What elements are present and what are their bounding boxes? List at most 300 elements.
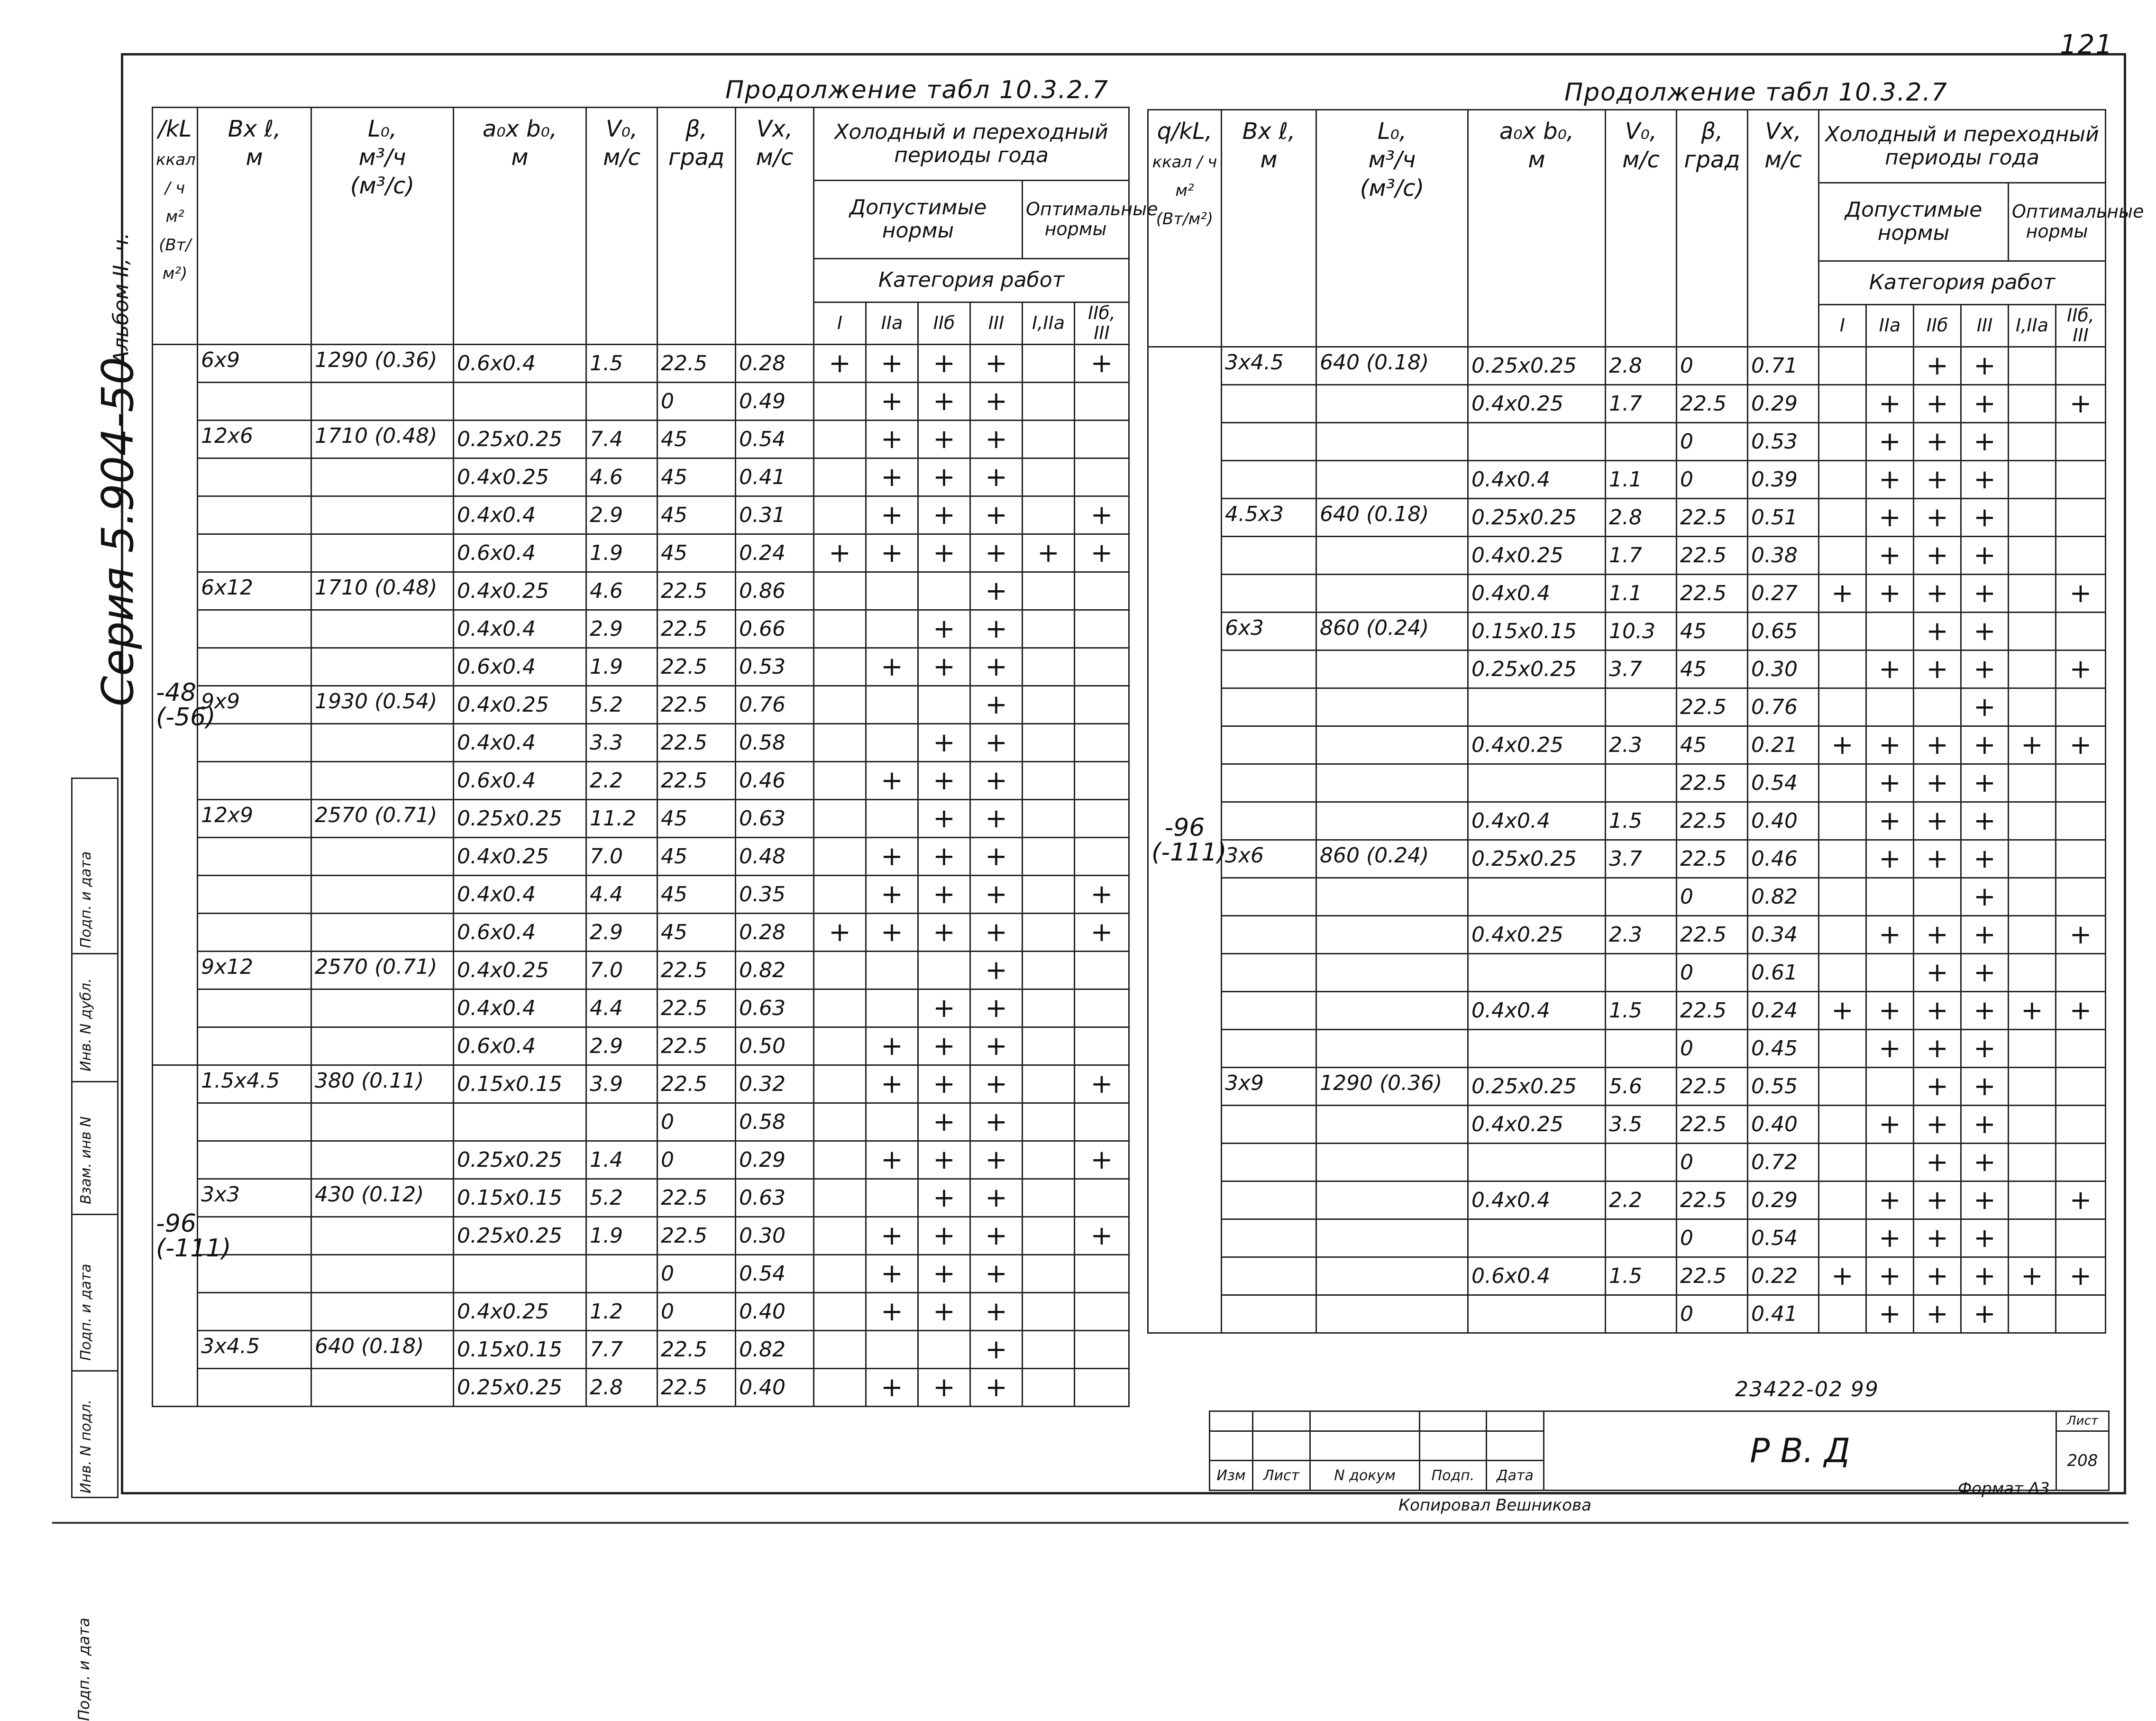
right-mark-cat-1: + bbox=[1819, 575, 1866, 613]
left-cell-b bbox=[198, 876, 311, 914]
left-mark-cat-3: + bbox=[918, 989, 970, 1027]
left-mark-cat-4: + bbox=[970, 1027, 1023, 1065]
right-mark-cat-4: + bbox=[1961, 1181, 2009, 1219]
left-cell-a: 0.4х0.25 bbox=[454, 458, 586, 496]
left-mark-cat-6 bbox=[1075, 724, 1129, 762]
stamp-col-sign: Подп. bbox=[1420, 1461, 1487, 1491]
left-table-row bbox=[153, 458, 1129, 496]
right-mark-cat-2: + bbox=[1866, 1181, 1914, 1219]
right-cell-b bbox=[1222, 461, 1316, 499]
left-cell-beta: 45 bbox=[658, 458, 736, 496]
left-cell-l: 430 (0.12) bbox=[311, 1179, 454, 1217]
left-mark-cat-1 bbox=[814, 383, 866, 421]
left-cat-1: I bbox=[814, 302, 866, 345]
right-cat-3: IIб bbox=[1914, 305, 1961, 347]
right-mark-cat-4: + bbox=[1961, 1144, 2009, 1181]
right-mark-cat-2: + bbox=[1866, 537, 1914, 575]
right-mark-cat-2: + bbox=[1866, 423, 1914, 461]
right-mark-cat-3 bbox=[1914, 688, 1961, 726]
right-mark-cat-5 bbox=[2009, 802, 2056, 840]
left-cell-a bbox=[454, 1255, 586, 1293]
left-mark-cat-3: + bbox=[918, 1179, 970, 1217]
left-cell-l bbox=[311, 383, 454, 421]
right-head-optimal: Оптимальные нормы bbox=[2009, 183, 2106, 261]
left-cell-l: 640 (0.18) bbox=[311, 1331, 454, 1369]
left-mark-cat-1: + bbox=[814, 345, 866, 383]
right-mark-cat-4: + bbox=[1961, 802, 2009, 840]
left-mark-cat-5 bbox=[1023, 421, 1075, 458]
right-mark-cat-2 bbox=[1866, 1068, 1914, 1106]
right-cell-a bbox=[1468, 1030, 1606, 1068]
right-head-a: a₀х b₀, м bbox=[1468, 110, 1606, 347]
left-mark-cat-2: + bbox=[866, 876, 918, 914]
left-mark-cat-2: + bbox=[866, 1065, 918, 1103]
right-cell-v0 bbox=[1606, 423, 1677, 461]
right-cell-b bbox=[1222, 1181, 1316, 1219]
right-table-row bbox=[1148, 1144, 2106, 1181]
left-cell-b bbox=[198, 648, 311, 686]
right-mark-cat-1 bbox=[1819, 1295, 1866, 1333]
right-mark-cat-4: + bbox=[1961, 1219, 2009, 1257]
right-mark-cat-3: + bbox=[1914, 726, 1961, 764]
left-mark-cat-1 bbox=[814, 572, 866, 610]
right-mark-cat-2: + bbox=[1866, 1219, 1914, 1257]
left-mark-cat-1: + bbox=[814, 534, 866, 572]
right-mark-cat-3: + bbox=[1914, 1257, 1961, 1295]
left-q-value-si: (-111) bbox=[156, 1234, 231, 1263]
left-cell-vx: 0.63 bbox=[736, 1179, 814, 1217]
right-cell-vx: 0.34 bbox=[1748, 916, 1819, 954]
left-mark-cat-5 bbox=[1023, 1217, 1075, 1255]
left-mark-cat-3: + bbox=[918, 876, 970, 914]
right-cell-l bbox=[1316, 1106, 1468, 1144]
left-cat-3: IIб bbox=[918, 302, 970, 345]
left-cell-b: 9х12 bbox=[198, 952, 311, 989]
right-mark-cat-4: + bbox=[1961, 347, 2009, 385]
right-cell-b: 4.5х3 bbox=[1222, 499, 1316, 537]
right-mark-cat-4: + bbox=[1961, 385, 2009, 423]
left-mark-cat-4: + bbox=[970, 610, 1023, 648]
left-cell-a: 0.6х0.4 bbox=[454, 345, 586, 383]
left-cell-vx: 0.58 bbox=[736, 724, 814, 762]
left-mark-cat-5 bbox=[1023, 1141, 1075, 1179]
right-cell-vx: 0.40 bbox=[1748, 1106, 1819, 1144]
left-mark-cat-1 bbox=[814, 1255, 866, 1293]
left-mark-cat-3: + bbox=[918, 383, 970, 421]
right-cell-v0 bbox=[1606, 1219, 1677, 1257]
right-table-row bbox=[1148, 1257, 2106, 1295]
left-cell-a: 0.4х0.25 bbox=[454, 952, 586, 989]
left-mark-cat-3: + bbox=[918, 458, 970, 496]
left-cell-l bbox=[311, 1369, 454, 1407]
right-mark-cat-6: + bbox=[2056, 1257, 2106, 1295]
right-cell-a bbox=[1468, 1219, 1606, 1257]
left-cell-a: 0.4х0.4 bbox=[454, 724, 586, 762]
left-cell-beta: 45 bbox=[658, 876, 736, 914]
left-head-optimal: Оптимальные нормы bbox=[1023, 181, 1129, 258]
right-cell-b bbox=[1222, 1144, 1316, 1181]
series-label: Серия 5.904-50 bbox=[92, 357, 143, 706]
left-mark-cat-2: + bbox=[866, 648, 918, 686]
left-cell-a: 0.25х0.25 bbox=[454, 1141, 586, 1179]
right-cell-beta: 0 bbox=[1677, 423, 1748, 461]
left-mark-cat-5 bbox=[1023, 1293, 1075, 1331]
right-mark-cat-4: + bbox=[1961, 650, 2009, 688]
right-table bbox=[1147, 109, 2144, 1334]
left-mark-cat-4: + bbox=[970, 458, 1023, 496]
left-cell-l bbox=[311, 1027, 454, 1065]
left-cell-beta: 0 bbox=[658, 1103, 736, 1141]
left-mark-cat-3: + bbox=[918, 534, 970, 572]
left-head-q: /kL ккал / ч м² (Вт/м²) bbox=[153, 108, 198, 345]
left-mark-cat-6 bbox=[1075, 1255, 1129, 1293]
left-table-row bbox=[153, 345, 1129, 383]
left-mark-cat-1 bbox=[814, 1369, 866, 1407]
right-cell-v0: 1.1 bbox=[1606, 575, 1677, 613]
right-cell-b bbox=[1222, 916, 1316, 954]
side-label-orig: Инв. N подл. bbox=[78, 1399, 94, 1493]
right-cell-l bbox=[1316, 461, 1468, 499]
right-cell-a: 0.4х0.4 bbox=[1468, 575, 1606, 613]
right-mark-cat-6 bbox=[2056, 461, 2106, 499]
left-cell-beta: 45 bbox=[658, 914, 736, 952]
right-cell-b bbox=[1222, 575, 1316, 613]
left-mark-cat-2: + bbox=[866, 534, 918, 572]
right-mark-cat-3: + bbox=[1914, 1295, 1961, 1333]
right-cell-v0: 1.7 bbox=[1606, 537, 1677, 575]
left-mark-cat-3 bbox=[918, 952, 970, 989]
left-table-row bbox=[153, 989, 1129, 1027]
left-cell-v0: 1.2 bbox=[586, 1293, 658, 1331]
left-table-row bbox=[153, 1027, 1129, 1065]
right-q-value: -96 bbox=[1164, 813, 1205, 842]
left-mark-cat-4: + bbox=[970, 762, 1023, 800]
right-mark-cat-1 bbox=[1819, 650, 1866, 688]
right-cell-vx: 0.29 bbox=[1748, 385, 1819, 423]
left-cell-b: 12х6 bbox=[198, 421, 311, 458]
right-mark-cat-6 bbox=[2056, 1295, 2106, 1333]
left-table-row bbox=[153, 648, 1129, 686]
right-mark-cat-1 bbox=[1819, 1106, 1866, 1144]
left-mark-cat-2: + bbox=[866, 1255, 918, 1293]
right-cell-a bbox=[1468, 423, 1606, 461]
right-table-row bbox=[1148, 688, 2106, 726]
right-cell-v0: 2.8 bbox=[1606, 499, 1677, 537]
right-mark-cat-5 bbox=[2009, 1106, 2056, 1144]
right-mark-cat-1 bbox=[1819, 385, 1866, 423]
left-mark-cat-4: + bbox=[970, 534, 1023, 572]
left-mark-cat-1 bbox=[814, 724, 866, 762]
right-cell-l: 860 (0.24) bbox=[1316, 840, 1468, 878]
stamp-col-sheet: Лист bbox=[1253, 1461, 1310, 1491]
left-table-row bbox=[153, 762, 1129, 800]
left-mark-cat-6 bbox=[1075, 572, 1129, 610]
right-mark-cat-5 bbox=[2009, 385, 2056, 423]
left-mark-cat-5 bbox=[1023, 724, 1075, 762]
right-cell-a: 0.4х0.4 bbox=[1468, 1181, 1606, 1219]
right-cell-a bbox=[1468, 688, 1606, 726]
left-cell-b bbox=[198, 838, 311, 876]
left-mark-cat-2 bbox=[866, 1103, 918, 1141]
left-cell-l: 380 (0.11) bbox=[311, 1065, 454, 1103]
right-mark-cat-2: + bbox=[1866, 840, 1914, 878]
left-mark-cat-6 bbox=[1075, 800, 1129, 838]
right-mark-cat-2: + bbox=[1866, 385, 1914, 423]
left-mark-cat-6: + bbox=[1075, 1141, 1129, 1179]
stamp-col-change: Изм bbox=[1210, 1461, 1253, 1491]
left-mark-cat-4: + bbox=[970, 383, 1023, 421]
right-cell-a bbox=[1468, 1144, 1606, 1181]
right-cell-beta: 0 bbox=[1677, 878, 1748, 916]
right-mark-cat-4: + bbox=[1961, 916, 2009, 954]
right-cell-vx: 0.71 bbox=[1748, 347, 1819, 385]
left-cell-a: 0.4х0.25 bbox=[454, 838, 586, 876]
left-mark-cat-1 bbox=[814, 648, 866, 686]
left-cell-v0: 5.2 bbox=[586, 686, 658, 724]
left-mark-cat-3: + bbox=[918, 345, 970, 383]
left-cell-v0: 7.0 bbox=[586, 952, 658, 989]
left-mark-cat-3: + bbox=[918, 648, 970, 686]
left-cell-b bbox=[198, 762, 311, 800]
left-cell-vx: 0.35 bbox=[736, 876, 814, 914]
left-mark-cat-4: + bbox=[970, 1217, 1023, 1255]
left-cell-beta: 0 bbox=[658, 1255, 736, 1293]
right-mark-cat-3 bbox=[1914, 878, 1961, 916]
left-mark-cat-6: + bbox=[1075, 496, 1129, 534]
right-mark-cat-6 bbox=[2056, 954, 2106, 992]
right-cell-beta: 45 bbox=[1677, 726, 1748, 764]
left-cell-a: 0.25х0.25 bbox=[454, 800, 586, 838]
left-mark-cat-3: + bbox=[918, 1103, 970, 1141]
right-cell-vx: 0.54 bbox=[1748, 764, 1819, 802]
left-mark-cat-3: + bbox=[918, 496, 970, 534]
right-mark-cat-4: + bbox=[1961, 613, 2009, 650]
left-cell-l: 1290 (0.36) bbox=[311, 345, 454, 383]
left-cell-l bbox=[311, 762, 454, 800]
right-cell-b: 6х3 bbox=[1222, 613, 1316, 650]
right-cell-v0: 1.7 bbox=[1606, 385, 1677, 423]
right-cell-l bbox=[1316, 726, 1468, 764]
left-cell-v0: 3.9 bbox=[586, 1065, 658, 1103]
right-cell-a: 0.4х0.4 bbox=[1468, 802, 1606, 840]
left-mark-cat-3: + bbox=[918, 838, 970, 876]
left-cell-vx: 0.54 bbox=[736, 1255, 814, 1293]
left-cell-vx: 0.82 bbox=[736, 952, 814, 989]
right-cell-beta: 22.5 bbox=[1677, 1181, 1748, 1219]
right-mark-cat-5 bbox=[2009, 499, 2056, 537]
right-cell-beta: 0 bbox=[1677, 461, 1748, 499]
right-mark-cat-5 bbox=[2009, 575, 2056, 613]
right-table-row bbox=[1148, 954, 2106, 992]
left-cell-b bbox=[198, 989, 311, 1027]
right-cell-v0: 1.5 bbox=[1606, 992, 1677, 1030]
right-mark-cat-6 bbox=[2056, 1030, 2106, 1068]
left-cell-vx: 0.53 bbox=[736, 648, 814, 686]
left-mark-cat-1 bbox=[814, 1065, 866, 1103]
left-cell-a: 0.6х0.4 bbox=[454, 1027, 586, 1065]
right-mark-cat-4: + bbox=[1961, 1030, 2009, 1068]
left-mark-cat-2 bbox=[866, 610, 918, 648]
right-mark-cat-3: + bbox=[1914, 461, 1961, 499]
right-mark-cat-3: + bbox=[1914, 764, 1961, 802]
left-cell-beta: 22.5 bbox=[658, 1027, 736, 1065]
right-mark-cat-3: + bbox=[1914, 1106, 1961, 1144]
left-cell-vx: 0.66 bbox=[736, 610, 814, 648]
right-cell-l: 1290 (0.36) bbox=[1316, 1068, 1468, 1106]
left-cell-l bbox=[311, 534, 454, 572]
left-cell-b: 6х9 bbox=[198, 345, 311, 383]
left-cell-a: 0.25х0.25 bbox=[454, 421, 586, 458]
right-cell-b bbox=[1222, 688, 1316, 726]
right-table-row bbox=[1148, 575, 2106, 613]
right-mark-cat-4: + bbox=[1961, 1106, 2009, 1144]
left-mark-cat-4: + bbox=[970, 914, 1023, 952]
left-cell-a bbox=[454, 383, 586, 421]
right-cell-a bbox=[1468, 878, 1606, 916]
left-cell-v0: 2.9 bbox=[586, 914, 658, 952]
right-mark-cat-6: + bbox=[2056, 1181, 2106, 1219]
right-mark-cat-3: + bbox=[1914, 499, 1961, 537]
left-cell-v0: 5.2 bbox=[586, 1179, 658, 1217]
right-head-q: q/kL, ккал / ч м² (Вт/м²) bbox=[1148, 110, 1222, 347]
left-cell-b bbox=[198, 1293, 311, 1331]
right-mark-cat-1 bbox=[1819, 840, 1866, 878]
left-mark-cat-6 bbox=[1075, 1179, 1129, 1217]
right-cell-v0: 1.5 bbox=[1606, 1257, 1677, 1295]
left-table-row bbox=[153, 1369, 1129, 1407]
left-cell-l bbox=[311, 1217, 454, 1255]
right-cell-v0: 3.7 bbox=[1606, 650, 1677, 688]
right-mark-cat-2 bbox=[1866, 954, 1914, 992]
right-mark-cat-5 bbox=[2009, 347, 2056, 385]
left-cell-l bbox=[311, 1141, 454, 1179]
right-cell-b bbox=[1222, 423, 1316, 461]
right-mark-cat-5 bbox=[2009, 878, 2056, 916]
left-mark-cat-5 bbox=[1023, 952, 1075, 989]
right-cell-beta: 22.5 bbox=[1677, 385, 1748, 423]
left-cell-v0: 4.6 bbox=[586, 458, 658, 496]
right-mark-cat-2: + bbox=[1866, 726, 1914, 764]
right-cell-b: 3х9 bbox=[1222, 1068, 1316, 1106]
left-cell-v0: 4.6 bbox=[586, 572, 658, 610]
right-cell-vx: 0.21 bbox=[1748, 726, 1819, 764]
left-mark-cat-4: + bbox=[970, 724, 1023, 762]
right-cat-2: IIа bbox=[1866, 305, 1914, 347]
left-mark-cat-2: + bbox=[866, 1293, 918, 1331]
right-table-row bbox=[1148, 992, 2106, 1030]
right-cell-l bbox=[1316, 385, 1468, 423]
left-cell-l bbox=[311, 1255, 454, 1293]
right-table-row bbox=[1148, 916, 2106, 954]
left-cell-a: 0.4х0.25 bbox=[454, 1293, 586, 1331]
right-cat-5: I,IIа bbox=[2009, 305, 2056, 347]
right-cell-vx: 0.41 bbox=[1748, 1295, 1819, 1333]
right-cell-vx: 0.39 bbox=[1748, 461, 1819, 499]
left-mark-cat-6 bbox=[1075, 421, 1129, 458]
left-cell-a: 0.15х0.15 bbox=[454, 1065, 586, 1103]
left-head-b: Bх ℓ, м bbox=[198, 108, 311, 345]
right-cell-b bbox=[1222, 650, 1316, 688]
left-cell-a: 0.15х0.15 bbox=[454, 1331, 586, 1369]
left-cell-vx: 0.48 bbox=[736, 838, 814, 876]
right-mark-cat-1 bbox=[1819, 537, 1866, 575]
left-mark-cat-4: + bbox=[970, 1103, 1023, 1141]
right-table-row bbox=[1148, 347, 2106, 385]
left-cell-vx: 0.24 bbox=[736, 534, 814, 572]
left-mark-cat-4: + bbox=[970, 648, 1023, 686]
left-cell-b: 9х9 bbox=[198, 686, 311, 724]
right-cell-beta: 22.5 bbox=[1677, 1257, 1748, 1295]
left-cell-beta: 45 bbox=[658, 496, 736, 534]
left-cell-vx: 0.32 bbox=[736, 1065, 814, 1103]
right-mark-cat-2 bbox=[1866, 347, 1914, 385]
left-mark-cat-5 bbox=[1023, 496, 1075, 534]
right-cell-vx: 0.72 bbox=[1748, 1144, 1819, 1181]
right-table-row bbox=[1148, 1219, 2106, 1257]
left-mark-cat-2 bbox=[866, 724, 918, 762]
sheet-label: Лист bbox=[2056, 1411, 2109, 1431]
right-cell-v0: 1.1 bbox=[1606, 461, 1677, 499]
left-mark-cat-3: + bbox=[918, 1065, 970, 1103]
right-mark-cat-5 bbox=[2009, 650, 2056, 688]
right-table-row bbox=[1148, 878, 2106, 916]
left-mark-cat-6: + bbox=[1075, 1065, 1129, 1103]
right-table-row bbox=[1148, 650, 2106, 688]
left-cell-b bbox=[198, 1141, 311, 1179]
left-mark-cat-1 bbox=[814, 1103, 866, 1141]
left-mark-cat-3: + bbox=[918, 1141, 970, 1179]
left-mark-cat-1 bbox=[814, 610, 866, 648]
right-mark-cat-5 bbox=[2009, 1068, 2056, 1106]
right-mark-cat-4: + bbox=[1961, 992, 2009, 1030]
left-cell-beta: 22.5 bbox=[658, 1179, 736, 1217]
right-mark-cat-5 bbox=[2009, 764, 2056, 802]
left-mark-cat-5 bbox=[1023, 1027, 1075, 1065]
page-number: 121 bbox=[2060, 29, 2113, 60]
left-cell-beta: 22.5 bbox=[658, 686, 736, 724]
left-mark-cat-1 bbox=[814, 458, 866, 496]
left-mark-cat-5 bbox=[1023, 1331, 1075, 1369]
right-mark-cat-1: + bbox=[1819, 992, 1866, 1030]
right-mark-cat-5 bbox=[2009, 461, 2056, 499]
right-cell-vx: 0.22 bbox=[1748, 1257, 1819, 1295]
left-cell-vx: 0.40 bbox=[736, 1369, 814, 1407]
right-cell-vx: 0.45 bbox=[1748, 1030, 1819, 1068]
right-mark-cat-2 bbox=[1866, 1144, 1914, 1181]
right-mark-cat-3: + bbox=[1914, 537, 1961, 575]
left-mark-cat-3: + bbox=[918, 724, 970, 762]
trim-line bbox=[52, 1522, 2129, 1524]
left-mark-cat-5 bbox=[1023, 800, 1075, 838]
left-cell-v0 bbox=[586, 1255, 658, 1293]
left-mark-cat-6 bbox=[1075, 762, 1129, 800]
right-cell-a: 0.4х0.4 bbox=[1468, 461, 1606, 499]
left-table-row bbox=[153, 1217, 1129, 1255]
left-cell-b bbox=[198, 458, 311, 496]
right-cell-a: 0.15х0.15 bbox=[1468, 613, 1606, 650]
left-cell-beta: 22.5 bbox=[658, 610, 736, 648]
right-cell-a: 0.4х0.25 bbox=[1468, 726, 1606, 764]
left-mark-cat-6 bbox=[1075, 1293, 1129, 1331]
right-cell-v0: 10.3 bbox=[1606, 613, 1677, 650]
right-cell-beta: 0 bbox=[1677, 954, 1748, 992]
right-cell-a bbox=[1468, 954, 1606, 992]
right-table-row bbox=[1148, 1068, 2106, 1106]
left-cell-vx: 0.54 bbox=[736, 421, 814, 458]
left-cell-vx: 0.29 bbox=[736, 1141, 814, 1179]
right-table-row bbox=[1148, 726, 2106, 764]
left-mark-cat-2: + bbox=[866, 838, 918, 876]
